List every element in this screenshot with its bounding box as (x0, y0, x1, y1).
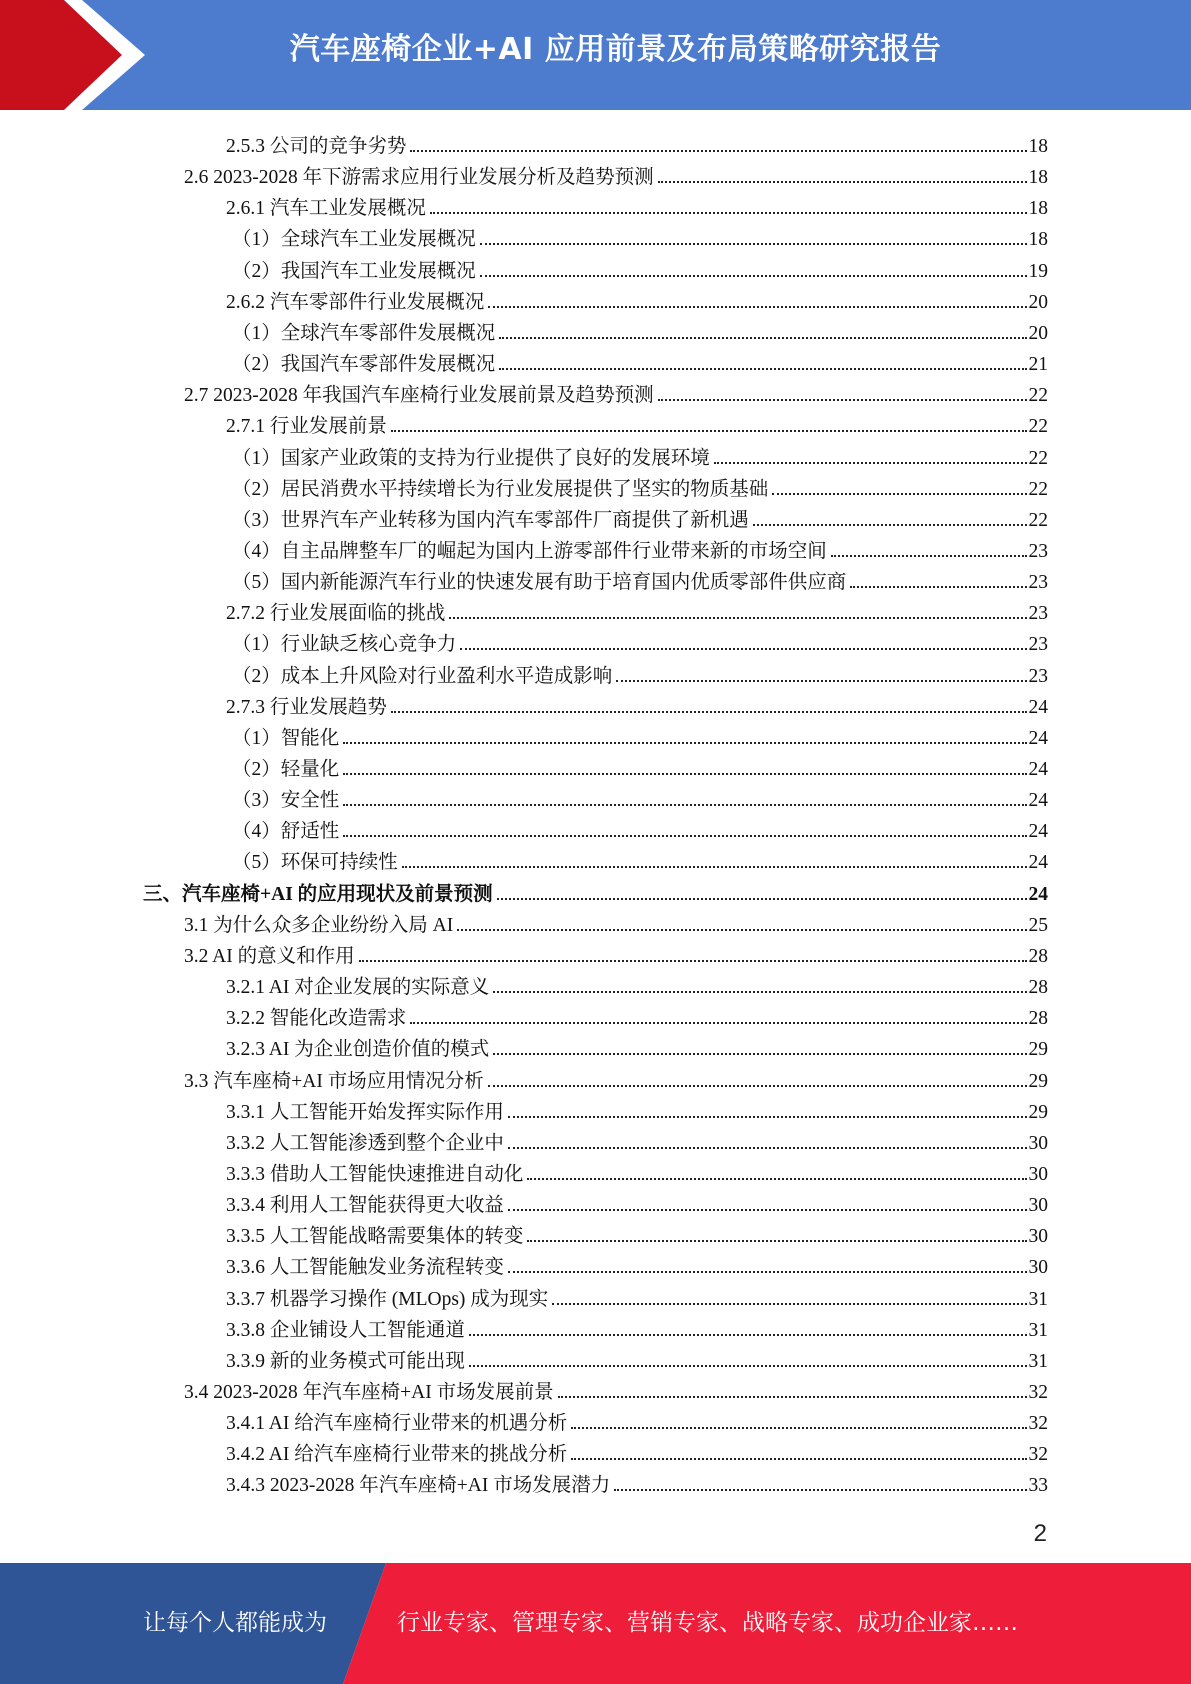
toc-entry[interactable] (226, 1124, 1048, 1155)
toc-dot-leader (658, 398, 1027, 401)
toc-entry-page: 25 (1028, 914, 1048, 936)
toc-dot-leader (508, 1115, 1027, 1118)
toc-entry[interactable] (226, 1311, 1048, 1342)
toc-entry-page: 28 (1028, 977, 1048, 999)
toc-entry[interactable] (226, 688, 1048, 719)
toc-dot-leader (460, 647, 1026, 650)
toc-entry-label: 3.2.1 AI 对企业发展的实际意义 (226, 977, 490, 999)
toc-entry-label: 三、汽车座椅+AI 的应用现状及前景预测 (143, 883, 493, 905)
toc-entry-page: 23 (1028, 603, 1048, 625)
toc-dot-leader (410, 149, 1026, 152)
toc-entry[interactable] (232, 750, 1048, 781)
toc-entry-page: 23 (1028, 540, 1048, 562)
toc-entry[interactable] (232, 470, 1048, 501)
toc-entry-label: （4）舒适性 (232, 821, 340, 843)
toc-entry-label: （3）安全性 (232, 790, 340, 812)
footer-slogan-left: 让每个人都能成为 (143, 1610, 327, 1636)
toc-entry-label: 3.3.1 人工智能开始发挥实际作用 (226, 1101, 504, 1123)
toc-entry-label: 2.5.3 公司的竞争劣势 (226, 136, 407, 157)
toc-entry-label: 3.2.2 智能化改造需求 (226, 1008, 407, 1030)
toc-entry[interactable] (232, 719, 1048, 750)
toc-dot-leader (527, 1239, 1026, 1242)
toc-entry[interactable] (226, 594, 1048, 625)
toc-entry-label: （1）智能化 (232, 727, 340, 749)
toc-entry-label: 2.7.1 行业发展前景 (226, 416, 387, 438)
toc-dot-leader (343, 803, 1026, 806)
toc-entry-page: 22 (1028, 385, 1048, 407)
toc-entry-page: 18 (1028, 136, 1048, 157)
toc-entry-page: 24 (1028, 790, 1048, 812)
toc-entry[interactable] (232, 657, 1048, 688)
toc-dot-leader (457, 928, 1026, 931)
toc-entry-label: 3.3 汽车座椅+AI 市场应用情况分析 (184, 1070, 484, 1092)
toc-entry-label: （1）国家产业政策的支持为行业提供了良好的发展环境 (232, 447, 710, 469)
toc-dot-leader (469, 1333, 1027, 1336)
toc-entry[interactable] (226, 1342, 1048, 1373)
toc-entry-label: 3.3.2 人工智能渗透到整个企业中 (226, 1132, 504, 1154)
toc-dot-leader (359, 959, 1027, 962)
toc-entry-page: 24 (1028, 852, 1048, 874)
toc-entry-page: 24 (1028, 727, 1048, 749)
toc-entry-label: （2）居民消费水平持续增长为行业发展提供了坚实的物质基础 (232, 478, 769, 500)
toc-dot-leader (343, 741, 1026, 744)
toc-entry-page: 32 (1028, 1413, 1048, 1435)
toc-entry-page: 30 (1028, 1195, 1048, 1217)
toc-entry-page: 22 (1028, 416, 1048, 438)
toc-entry[interactable] (226, 407, 1048, 438)
toc-dot-leader (616, 679, 1026, 682)
toc-entry-label: 2.6.1 汽车工业发展概况 (226, 198, 426, 220)
toc-entry-label: （4）自主品牌整车厂的崛起为国内上游零部件行业带来新的市场空间 (232, 540, 827, 562)
toc-entry-label: 3.4.3 2023-2028 年汽车座椅+AI 市场发展潜力 (226, 1475, 611, 1497)
toc-entry[interactable] (143, 875, 1048, 906)
toc-dot-leader (343, 772, 1026, 775)
toc-dot-leader (480, 274, 1027, 277)
toc-dot-leader (658, 180, 1027, 183)
toc-entry-page: 24 (1028, 883, 1048, 905)
toc-entry-label: （1）行业缺乏核心竞争力 (232, 634, 457, 656)
toc-dot-leader (430, 211, 1027, 214)
toc-dot-leader (343, 834, 1026, 837)
toc-entry[interactable] (232, 812, 1048, 843)
toc-entry-label: 3.3.8 企业铺设人工智能通道 (226, 1319, 465, 1341)
toc-entry-page: 28 (1028, 945, 1048, 967)
toc-entry[interactable] (226, 1186, 1048, 1217)
toc-entry-label: （2）我国汽车零部件发展概况 (232, 354, 496, 376)
report-header (0, 0, 1191, 110)
toc-entry-page: 24 (1028, 821, 1048, 843)
toc-entry-label: 3.2 AI 的意义和作用 (184, 945, 355, 967)
toc-entry-label: 3.2.3 AI 为企业创造价值的模式 (226, 1039, 490, 1061)
toc-entry[interactable] (232, 532, 1048, 563)
toc-entry-label: 3.3.6 人工智能触发业务流程转变 (226, 1257, 504, 1279)
toc-entry[interactable] (184, 1373, 1048, 1404)
toc-entry[interactable] (226, 1466, 1048, 1497)
toc-dot-leader (614, 1488, 1026, 1491)
toc-entry-page: 31 (1028, 1288, 1048, 1310)
toc-entry-label: 3.3.9 新的业务模式可能出现 (226, 1350, 465, 1372)
toc-entry[interactable] (232, 252, 1048, 283)
toc-entry[interactable] (232, 781, 1048, 812)
toc-entry-label: 2.7 2023-2028 年我国汽车座椅行业发展前景及趋势预测 (184, 385, 654, 407)
toc-entry[interactable] (226, 1030, 1048, 1061)
toc-entry-page: 23 (1028, 572, 1048, 594)
toc-entry-page: 18 (1028, 198, 1048, 220)
toc-dot-leader (552, 1302, 1026, 1305)
toc-dot-leader (449, 616, 1026, 619)
toc-entry-page: 30 (1028, 1226, 1048, 1248)
toc-entry[interactable] (232, 345, 1048, 376)
toc-entry-page: 23 (1028, 665, 1048, 687)
toc-entry-label: （1）全球汽车零部件发展概况 (232, 322, 496, 344)
toc-dot-leader (714, 461, 1027, 464)
toc-entry[interactable] (232, 843, 1048, 874)
toc-entry-page: 22 (1028, 509, 1048, 531)
toc-dot-leader (391, 429, 1027, 432)
toc-entry-label: 3.3.5 人工智能战略需要集体的转变 (226, 1226, 524, 1248)
toc-entry-page: 22 (1028, 447, 1048, 469)
toc-entry[interactable] (232, 439, 1048, 470)
toc-entry[interactable] (226, 1155, 1048, 1186)
toc-entry-page: 28 (1028, 1008, 1048, 1030)
toc-entry[interactable] (184, 376, 1048, 407)
toc-entry-page: 30 (1028, 1132, 1048, 1154)
toc-entry-page: 32 (1028, 1382, 1048, 1403)
toc-dot-leader (753, 523, 1027, 526)
footer-slogan-right: 行业专家、管理专家、营销专家、战略专家、成功企业家…… (397, 1610, 1018, 1636)
toc-dot-leader (488, 305, 1026, 308)
toc-entry-page: 20 (1028, 322, 1048, 344)
toc-entry-page: 18 (1028, 229, 1048, 251)
toc-entry-label: （1）全球汽车工业发展概况 (232, 229, 476, 251)
toc-entry-page: 32 (1028, 1444, 1048, 1466)
toc-dot-leader (469, 1364, 1027, 1367)
toc-entry[interactable] (226, 283, 1048, 314)
toc-entry-label: 2.7.3 行业发展趋势 (226, 696, 387, 718)
toc-entry-page: 30 (1028, 1257, 1048, 1279)
toc-entry-label: 3.3.4 利用人工智能获得更大收益 (226, 1195, 504, 1217)
toc-entry-label: （2）轻量化 (232, 759, 340, 780)
toc-entry[interactable] (226, 1248, 1048, 1279)
toc-entry[interactable] (226, 999, 1048, 1030)
toc-entry-page: 29 (1028, 1070, 1048, 1092)
toc-entry-label: 3.3.7 机器学习操作 (MLOps) 成为现实 (226, 1288, 549, 1310)
report-title: 汽车座椅企业+AI 应用前景及布局策略研究报告 (289, 32, 942, 67)
toc-entry[interactable] (232, 220, 1048, 251)
toc-entry-label: 3.3.3 借助人工智能快速推进自动化 (226, 1163, 524, 1185)
toc-entry[interactable] (232, 314, 1048, 345)
toc-entry[interactable] (226, 127, 1048, 158)
toc-dot-leader (499, 336, 1026, 339)
toc-entry[interactable] (184, 1062, 1048, 1093)
toc-dot-leader (527, 1177, 1026, 1180)
toc-entry-label: （3）世界汽车产业转移为国内汽车零部件厂商提供了新机遇 (232, 509, 749, 531)
toc-entry[interactable] (232, 625, 1048, 656)
toc-dot-leader (850, 585, 1026, 588)
toc-entry-page: 30 (1028, 1163, 1048, 1185)
toc-entry-label: 3.4 2023-2028 年汽车座椅+AI 市场发展前景 (184, 1382, 554, 1403)
toc-entry-page: 19 (1028, 260, 1048, 282)
toc-entry[interactable] (226, 1217, 1048, 1248)
toc-entry-page: 20 (1028, 291, 1048, 313)
toc-dot-leader (480, 242, 1027, 245)
toc-dot-leader (488, 1084, 1027, 1087)
toc-dot-leader (831, 554, 1027, 557)
toc-entry-page: 29 (1028, 1101, 1048, 1123)
toc-entry-page: 18 (1028, 167, 1048, 189)
toc-entry-label: （5）环保可持续性 (232, 852, 398, 874)
toc-entry-page: 31 (1028, 1350, 1048, 1372)
toc-entry[interactable] (184, 906, 1048, 937)
toc-entry[interactable] (226, 1404, 1048, 1435)
toc-entry[interactable] (226, 1093, 1048, 1124)
toc-entry-page: 33 (1028, 1475, 1048, 1497)
toc-entry-label: 3.1 为什么众多企业纷纷入局 AI (184, 914, 454, 936)
toc-entry-page: 23 (1028, 634, 1048, 656)
toc-dot-leader (571, 1457, 1026, 1460)
toc-dot-leader (772, 492, 1026, 495)
toc-dot-leader (571, 1426, 1026, 1429)
toc-entry[interactable] (232, 563, 1048, 594)
toc-entry[interactable] (226, 1435, 1048, 1466)
toc-entry-page: 24 (1028, 759, 1048, 780)
toc-entry[interactable] (184, 158, 1048, 189)
toc-dot-leader (497, 897, 1027, 900)
toc-entry-label: （5）国内新能源汽车行业的快速发展有助于培育国内优质零部件供应商 (232, 572, 847, 594)
toc-entry[interactable] (226, 968, 1048, 999)
toc-dot-leader (499, 367, 1026, 370)
toc-dot-leader (508, 1146, 1027, 1149)
toc-entry-page: 31 (1028, 1319, 1048, 1341)
toc-entry-label: 3.4.2 AI 给汽车座椅行业带来的挑战分析 (226, 1444, 568, 1466)
toc-dot-leader (391, 710, 1027, 713)
toc-dot-leader (410, 1021, 1026, 1024)
toc-entry-label: （2）我国汽车工业发展概况 (232, 260, 476, 282)
toc-entry-page: 22 (1028, 478, 1048, 500)
toc-entry-label: 3.4.1 AI 给汽车座椅行业带来的机遇分析 (226, 1413, 568, 1435)
toc-dot-leader (402, 865, 1027, 868)
toc-entry-page: 21 (1028, 354, 1048, 376)
toc-entry[interactable] (226, 1280, 1048, 1311)
toc-dot-leader (493, 1052, 1026, 1055)
toc-entry-page: 29 (1028, 1039, 1048, 1061)
toc-entry-label: （2）成本上升风险对行业盈利水平造成影响 (232, 665, 613, 687)
toc-entry-label: 2.6.2 汽车零部件行业发展概况 (226, 291, 485, 313)
page-footer (0, 1563, 1191, 1684)
toc-entry-label: 2.7.2 行业发展面临的挑战 (226, 603, 446, 625)
toc-dot-leader (558, 1395, 1027, 1398)
toc-entry-label: 2.6 2023-2028 年下游需求应用行业发展分析及趋势预测 (184, 167, 654, 189)
toc-entry[interactable] (184, 937, 1048, 968)
toc-dot-leader (508, 1270, 1027, 1273)
toc-dot-leader (508, 1208, 1027, 1211)
toc-dot-leader (493, 990, 1026, 993)
toc-entry[interactable] (232, 501, 1048, 532)
toc-entry-page: 24 (1028, 696, 1048, 718)
toc-entry[interactable] (226, 189, 1048, 220)
page-number: 2 (1033, 1520, 1047, 1547)
